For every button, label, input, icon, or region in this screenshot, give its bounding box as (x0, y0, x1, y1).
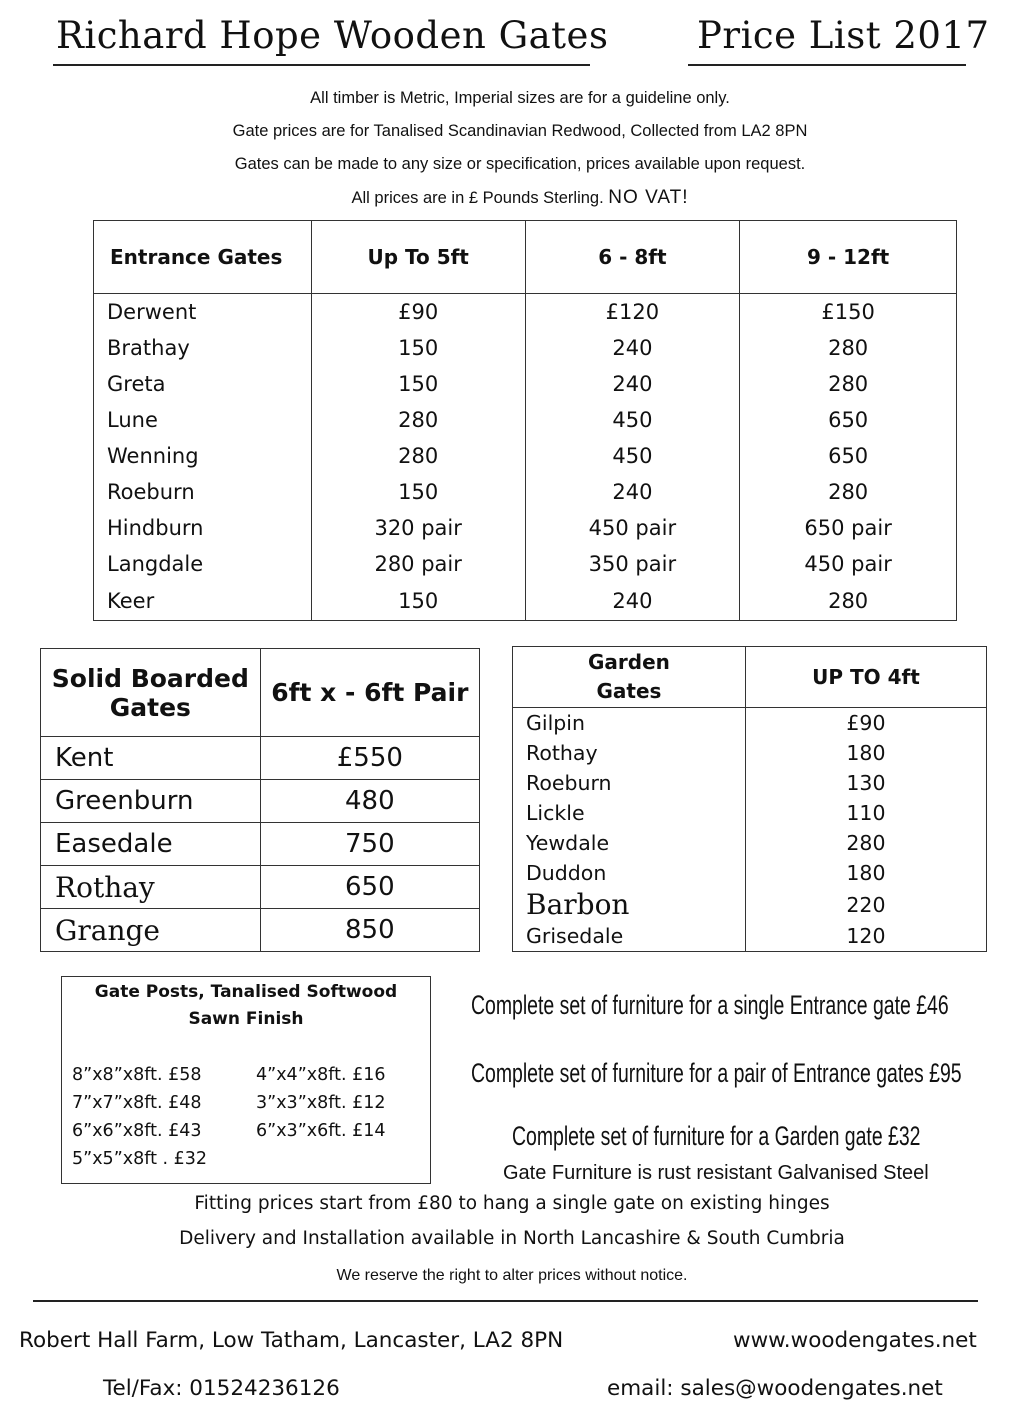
post-size: 5”x5”x8ft . £32 (72, 1149, 208, 1169)
gate-name-cell: Roeburn (94, 474, 312, 510)
table-row (513, 708, 987, 739)
title-underline (53, 64, 590, 66)
note-custom: Gates can be made to any size or specification, prices available upon request. (234, 155, 806, 173)
price-list-title: Price List 2017 (697, 14, 990, 57)
post-size: 6”x3”x6ft. £14 (256, 1121, 386, 1141)
gate-name-cell: Grisedale (513, 921, 746, 952)
gate-name-cell: Hindburn (94, 510, 312, 546)
footer-divider (33, 1300, 978, 1302)
price-cell: 240 (525, 330, 740, 366)
furniture-single: Complete set of furniture for a single Entrance gate £46 (471, 990, 949, 1020)
price-cell: 280 (740, 582, 957, 621)
table-row (513, 921, 987, 952)
garden-gates-table (512, 646, 987, 952)
table-row (94, 366, 957, 402)
post-size: 6”x6”x8ft. £43 (72, 1121, 202, 1141)
price-cell: 280 (311, 438, 525, 474)
table-row (41, 780, 480, 823)
price-cell: 280 (740, 474, 957, 510)
price-cell: 180 (745, 738, 986, 768)
posts-right-column (256, 1061, 386, 1145)
table-row (94, 294, 957, 331)
column-header: 9 - 12ft (740, 221, 957, 294)
price-cell: 150 (311, 366, 525, 402)
post-size: 3”x3”x8ft. £12 (256, 1093, 386, 1113)
price-cell: 280 (740, 330, 957, 366)
gate-posts-box (61, 976, 431, 1184)
table-row (41, 737, 480, 780)
table-row (94, 438, 957, 474)
gate-name-cell: Derwent (94, 294, 312, 331)
gate-name-cell: Gilpin (513, 708, 746, 739)
table-row (41, 823, 480, 866)
gate-name-cell: Lune (94, 402, 312, 438)
gate-name-cell: Rothay (513, 738, 746, 768)
price-cell: 240 (525, 582, 740, 621)
column-header: UP TO 4ft (745, 647, 986, 708)
column-header: 6ft x - 6ft Pair (260, 649, 479, 737)
gate-name-cell: Barbon (513, 888, 746, 921)
company-title: Richard Hope Wooden Gates (56, 14, 609, 57)
table-row (513, 768, 987, 798)
price-cell: 650 (260, 866, 479, 909)
table-row (513, 828, 987, 858)
price-cell: 280 pair (311, 546, 525, 582)
table-row (513, 858, 987, 888)
price-cell: 320 pair (311, 510, 525, 546)
post-size: 4”x4”x8ft. £16 (256, 1065, 386, 1085)
gate-name-cell: Kent (41, 737, 261, 780)
price-cell: 110 (745, 798, 986, 828)
price-cell: 220 (745, 888, 986, 921)
gate-name-cell: Yewdale (513, 828, 746, 858)
price-cell: 450 (525, 438, 740, 474)
no-vat: NO VAT! (608, 187, 689, 208)
note-currency-text: All prices are in £ Pounds Sterling. (351, 189, 604, 207)
footer-address: Robert Hall Farm, Low Tatham, Lancaster, LA2 8PN (19, 1328, 564, 1353)
note-redwood: Gate prices are for Tanalised Scandinavian Redwood, Collected from LA2 8PN (232, 122, 808, 140)
table-header-row (94, 221, 957, 294)
price-cell: 280 (745, 828, 986, 858)
table-row (94, 474, 957, 510)
gate-name-cell: Duddon (513, 858, 746, 888)
price-cell: 280 (311, 402, 525, 438)
table-row (513, 798, 987, 828)
gate-name-cell: Roeburn (513, 768, 746, 798)
footer-email[interactable]: email: sales@woodengates.net (607, 1376, 943, 1401)
table-row (513, 738, 987, 768)
posts-title-line2: Sawn Finish (188, 1009, 304, 1029)
table-header-row (41, 649, 480, 737)
table-header-row (513, 647, 987, 708)
price-cell: 650 (740, 438, 957, 474)
column-header: 6 - 8ft (525, 221, 740, 294)
table-row (94, 546, 957, 582)
price-cell: 650 (740, 402, 957, 438)
posts-left-column (72, 1061, 207, 1173)
price-cell: 150 (311, 330, 525, 366)
price-cell: 450 pair (525, 510, 740, 546)
table-row (94, 330, 957, 366)
furniture-steel: Gate Furniture is rust resistant Galvanised Steel (503, 1162, 929, 1184)
table-row (94, 582, 957, 621)
note-currency (100, 181, 940, 214)
price-cell: 650 pair (740, 510, 957, 546)
reserve-note: We reserve the right to alter prices without notice. (336, 1267, 688, 1284)
table-row (513, 888, 987, 921)
gate-name-cell: Wenning (94, 438, 312, 474)
note-metric: All timber is Metric, Imperial sizes are for a guideline only. (310, 89, 730, 107)
gate-name-cell: Langdale (94, 546, 312, 582)
gate-name-cell: Greenburn (41, 780, 261, 823)
price-list-underline (688, 64, 966, 66)
price-cell: £550 (260, 737, 479, 780)
column-header: Up To 5ft (311, 221, 525, 294)
posts-title-line1: Gate Posts, Tanalised Softwood (94, 982, 398, 1002)
price-cell: 350 pair (525, 546, 740, 582)
post-size: 7”x7”x8ft. £48 (72, 1093, 202, 1113)
footer-tel: Tel/Fax: 01524236126 (103, 1376, 340, 1401)
price-cell: 480 (260, 780, 479, 823)
table-row (94, 402, 957, 438)
entrance-gates-table (93, 220, 957, 621)
price-cell: 280 (740, 366, 957, 402)
price-cell: 120 (745, 921, 986, 952)
column-header: Garden Gates (513, 647, 746, 708)
price-cell: 850 (260, 909, 479, 952)
price-cell: 240 (525, 366, 740, 402)
price-cell: 450 pair (740, 546, 957, 582)
price-cell: 130 (745, 768, 986, 798)
price-cell: 150 (311, 474, 525, 510)
price-cell: 180 (745, 858, 986, 888)
price-cell: 240 (525, 474, 740, 510)
footer-website[interactable]: www.woodengates.net (733, 1328, 977, 1353)
price-cell: 750 (260, 823, 479, 866)
gate-name-cell: Easedale (41, 823, 261, 866)
fitting-note: Fitting prices start from £80 to hang a single gate on existing hinges (194, 1193, 830, 1214)
price-cell: £90 (311, 294, 525, 331)
gate-name-cell: Lickle (513, 798, 746, 828)
gate-name-cell: Brathay (94, 330, 312, 366)
gate-name-cell: Greta (94, 366, 312, 402)
delivery-note: Delivery and Installation available in North Lancashire & South Cumbria (179, 1228, 845, 1249)
table-row (41, 866, 480, 909)
price-cell: 150 (311, 582, 525, 621)
gate-name-cell: Keer (94, 582, 312, 621)
price-cell: £150 (740, 294, 957, 331)
solid-boarded-gates-table (40, 648, 480, 952)
column-header: Entrance Gates (94, 221, 312, 294)
price-cell: £90 (745, 708, 986, 739)
table-row (41, 909, 480, 952)
column-header: Solid Boarded Gates (41, 649, 261, 737)
price-cell: £120 (525, 294, 740, 331)
gate-name-cell: Rothay (41, 866, 261, 909)
post-size: 8”x8”x8ft. £58 (72, 1065, 202, 1085)
furniture-pair: Complete set of furniture for a pair of Entrance gates £95 (471, 1058, 962, 1088)
notes (100, 82, 940, 214)
price-cell: 450 (525, 402, 740, 438)
table-row (94, 510, 957, 546)
posts-title (62, 979, 430, 1033)
furniture-garden: Complete set of furniture for a Garden gate £32 (512, 1121, 921, 1151)
gate-name-cell: Grange (41, 909, 261, 952)
